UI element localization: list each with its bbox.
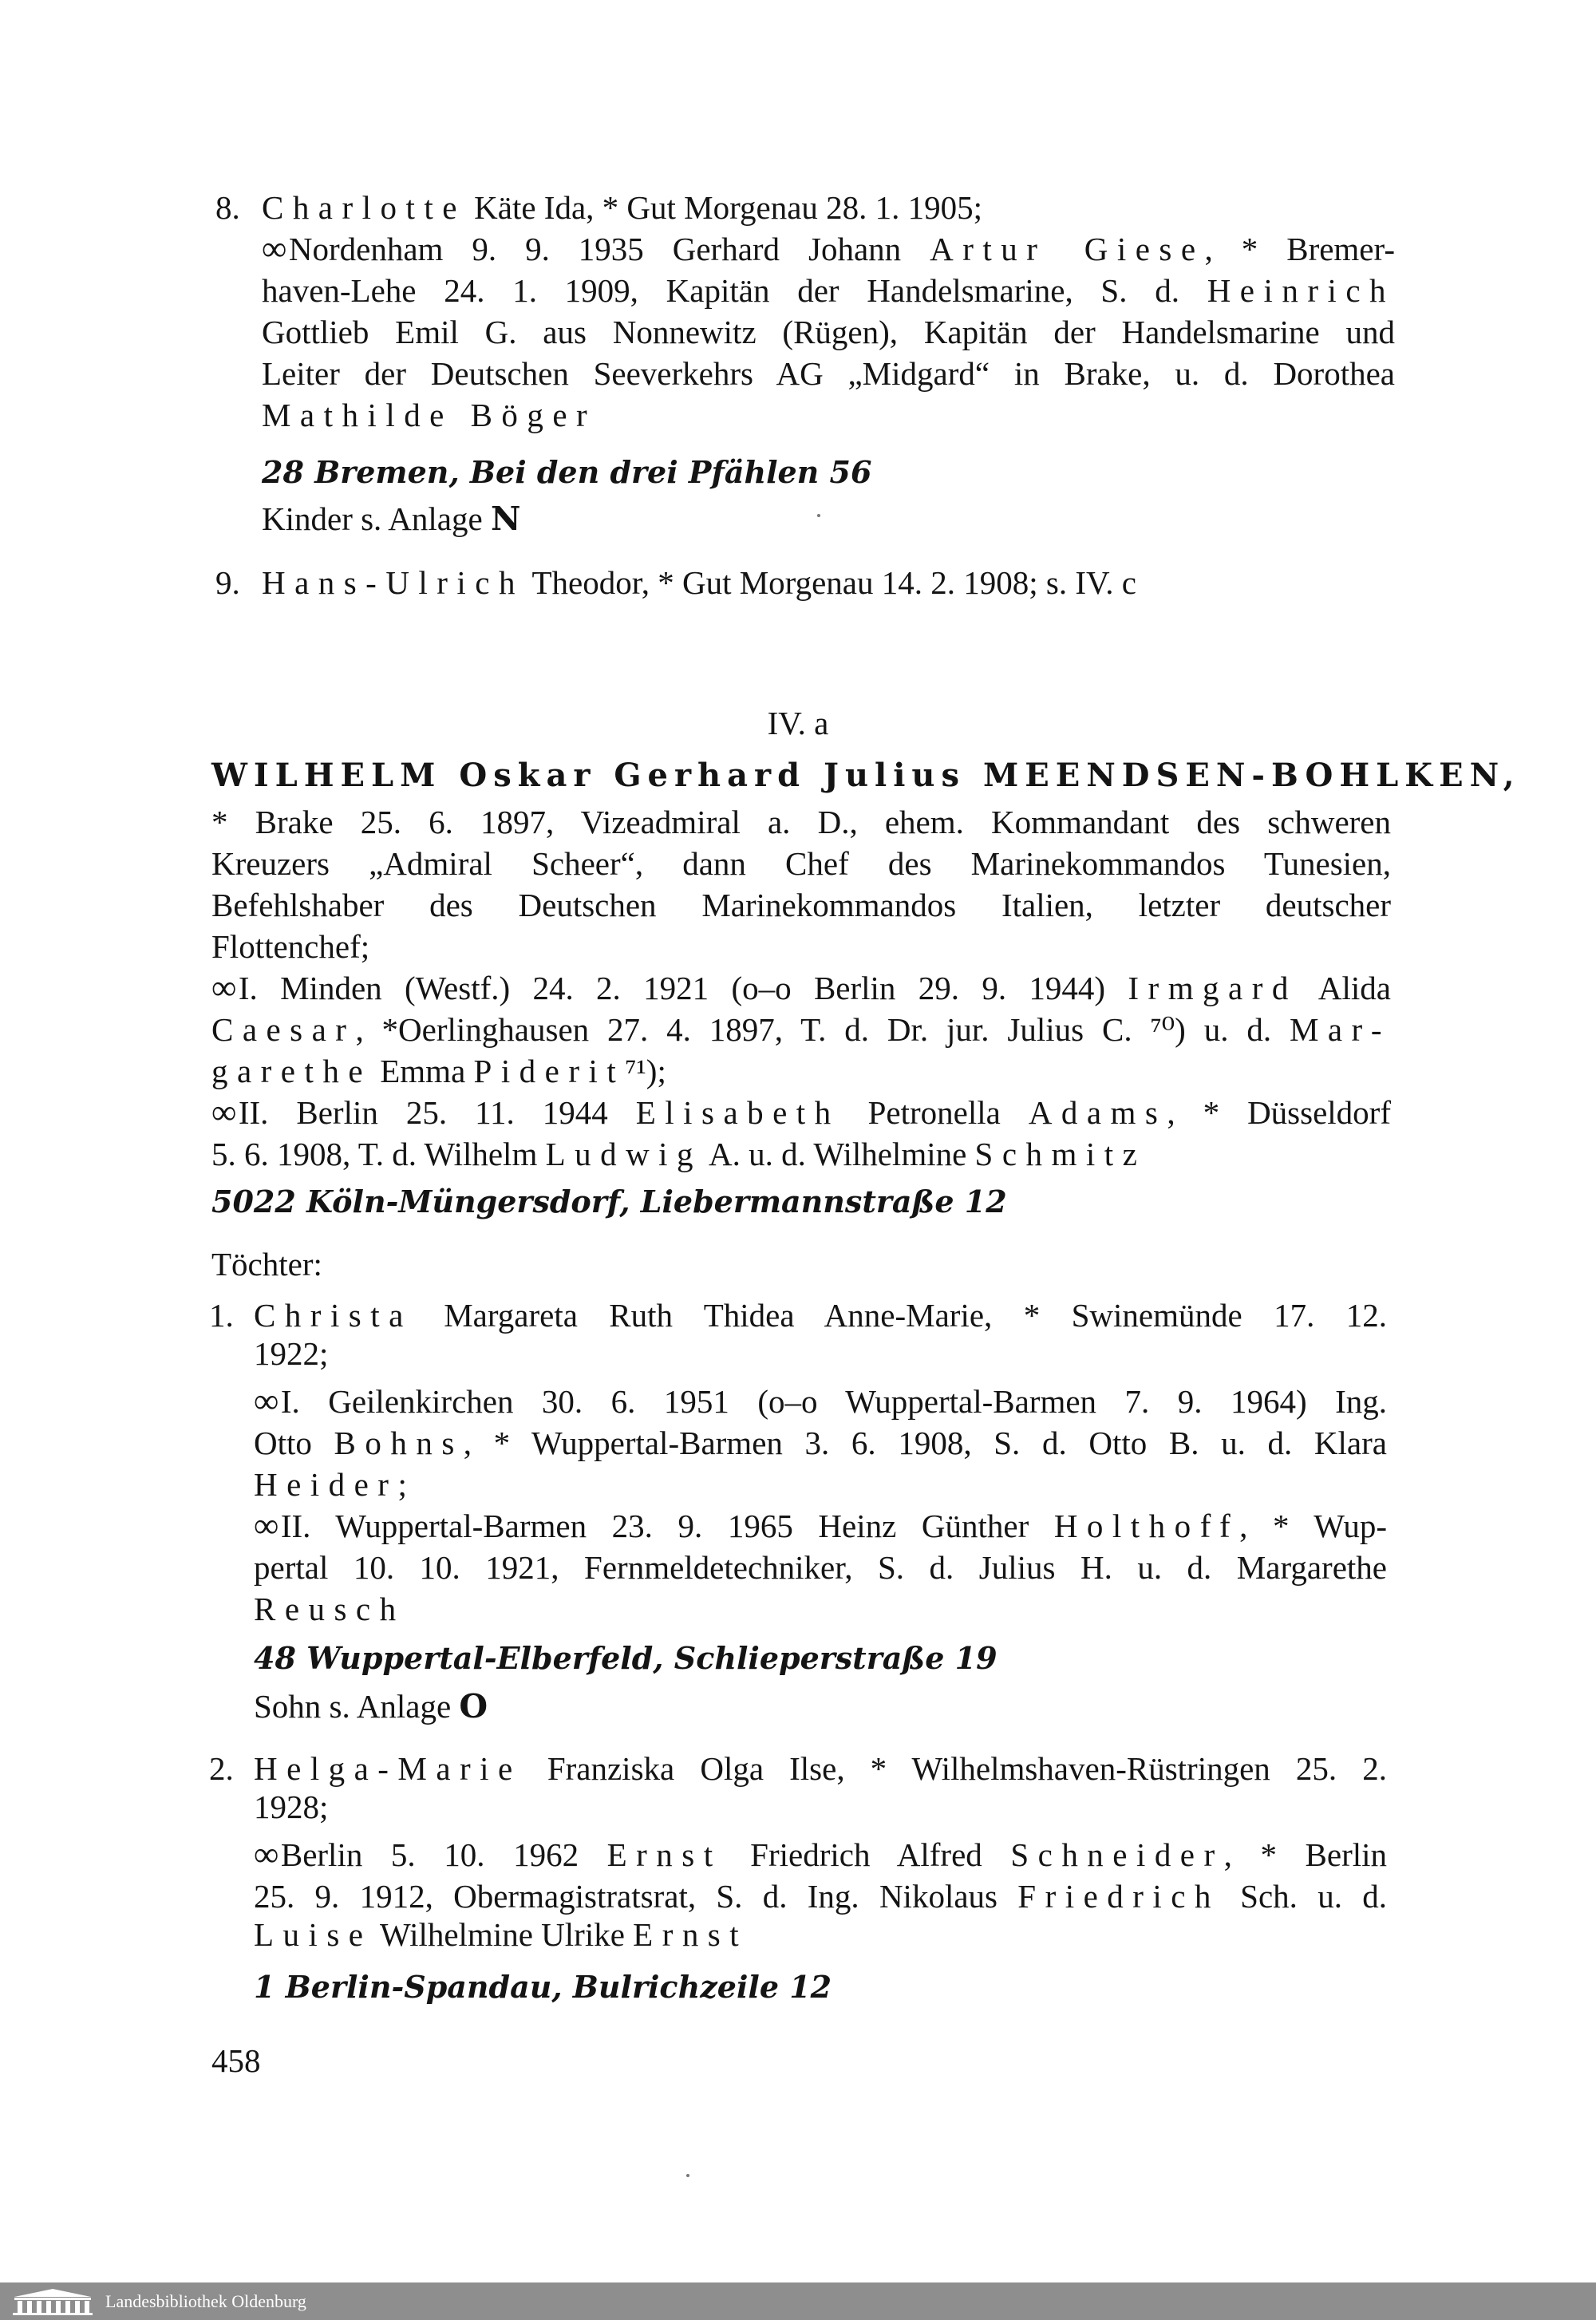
entry-line: Hans-Ulrich Theodor, * Gut Morgenau 14. 2. 1908; s. IV. c (262, 564, 1137, 601)
entry-number: 9. (215, 564, 240, 601)
entry-line: haven-Lehe 24. 1. 1909, Kapitän der Handelsmarine, S. d. Heinrich (262, 272, 1395, 309)
page-number: 458 (211, 2042, 261, 2079)
entry-line: Gottlieb Emil G. aus Nonnewitz (Rügen), Kapitän der Handelsmarine und (262, 314, 1395, 350)
library-name: Landesbibliothek Oldenburg (105, 2291, 306, 2311)
entry-line: ∞ Nordenham 9. 9. 1935 Gerhard Johann Artur Giese, * Bremer- (262, 229, 1395, 268)
marriage-line: ∞ II. Wuppertal-Barmen 23. 9. 1965 Heinz Günther Holthoff, * Wup- (254, 1506, 1388, 1545)
marriage-symbol: ∞ (254, 1506, 276, 1545)
address: 1 Berlin-Spandau, Bulrichzeile 12 (254, 1969, 832, 2005)
entry-line: 1928; (254, 1788, 329, 1825)
entry-line: Reusch (254, 1591, 405, 1627)
marriage-symbol: ∞ (211, 968, 234, 1007)
address: 5022 Köln-Müngersdorf, Liebermannstraße 12 (211, 1184, 1007, 1219)
marriage-line: ∞ I. Minden (Westf.) 24. 2. 1921 (o–o Berlin 29. 9. 1944) Irmgard Alida (211, 968, 1392, 1007)
marriage-line: garethe Emma Piderit⁷¹); (211, 1053, 666, 1089)
marriage-symbol: ∞ (211, 1093, 234, 1132)
bio-line: * Brake 25. 6. 1897, Vizeadmiral a. D., ehem. Kommandant des schweren (211, 804, 1391, 840)
entry-line: 25. 9. 1912, Obermagistratsrat, S. d. Ing. Nikolaus Friedrich Sch. u. d. (254, 1878, 1388, 1915)
marriage-symbol: ∞ (254, 1835, 276, 1874)
entry-number: 8. (215, 189, 240, 226)
entry-number: 2. (209, 1750, 234, 1787)
section-heading: IV. a (767, 705, 829, 741)
bio-line: Befehlshaber des Deutschen Marinekommandos Italien, letzter deutscher (211, 887, 1391, 923)
bio-line: Flottenchef; (211, 928, 370, 965)
marriage-line: Caesar, *Oerlinghausen 27. 4. 1897, T. d. Dr. jur. Julius C. ⁷⁰) u. d. Mar- (211, 1011, 1391, 1048)
marriage-symbol: ∞ (262, 229, 284, 268)
marriage-line: ∞ Berlin 5. 10. 1962 Ernst Friedrich Alfred Schneider, * Berlin (254, 1835, 1388, 1874)
entry-line: Helga-Marie Franziska Olga Ilse, * Wilhelmshaven-Rüstringen 25. 2. (254, 1750, 1387, 1787)
person-name: WILHELM Oskar Gerhard Julius MEENDSEN-BOHLKEN, (211, 757, 1521, 794)
daughters-label: Töchter: (211, 1246, 322, 1283)
address: 28 Bremen, Bei den drei Pfählen 56 (262, 454, 872, 490)
marriage-line: ∞ II. Berlin 25. 11. 1944 Elisabeth Petronella Adams, * Düsseldorf (211, 1093, 1391, 1132)
children-reference: Kinder s. Anlage N (262, 500, 521, 538)
library-building-icon (10, 2287, 96, 2316)
entry-line: Mathilde Böger (262, 397, 597, 433)
entry-line: Otto Bohns, * Wuppertal-Barmen 3. 6. 1908, S. d. Otto B. u. d. Klara (254, 1425, 1387, 1461)
marriage-line: ∞ I. Geilenkirchen 30. 6. 1951 (o–o Wuppertal-Barmen 7. 9. 1964) Ing. (254, 1381, 1387, 1421)
address: 48 Wuppertal-Elberfeld, Schlieperstraße 19 (254, 1640, 998, 1676)
scan-speck (817, 514, 820, 517)
entry-line: Charlotte Käte Ida, * Gut Morgenau 28. 1. 1905; (262, 189, 983, 226)
entry-line: Heider; (254, 1466, 407, 1503)
children-reference: Sohn s. Anlage O (254, 1687, 488, 1725)
entry-line: Christa Margareta Ruth Thidea Anne-Marie, * Swinemünde 17. 12. (254, 1297, 1387, 1334)
entry-line: Leiter der Deutschen Seeverkehrs AG „Midgard“ in Brake, u. d. Dorothea (262, 355, 1395, 392)
bio-line: Kreuzers „Admiral Scheer“, dann Chef des Marinekommandos Tunesien, (211, 845, 1391, 882)
marriage-line: 5. 6. 1908, T. d. Wilhelm Ludwig A. u. d. Wilhelmine Schmitz (211, 1136, 1147, 1172)
marriage-symbol: ∞ (254, 1381, 276, 1421)
scan-speck (686, 2174, 689, 2177)
entry-line: Luise Wilhelmine Ulrike Ernst (254, 1916, 749, 1953)
entry-line: 1922; (254, 1335, 329, 1372)
entry-number: 1. (209, 1297, 234, 1334)
library-footer-bar (0, 2282, 1596, 2320)
entry-line: pertal 10. 10. 1921, Fernmeldetechniker, S. d. Julius H. u. d. Margarethe (254, 1549, 1387, 1586)
